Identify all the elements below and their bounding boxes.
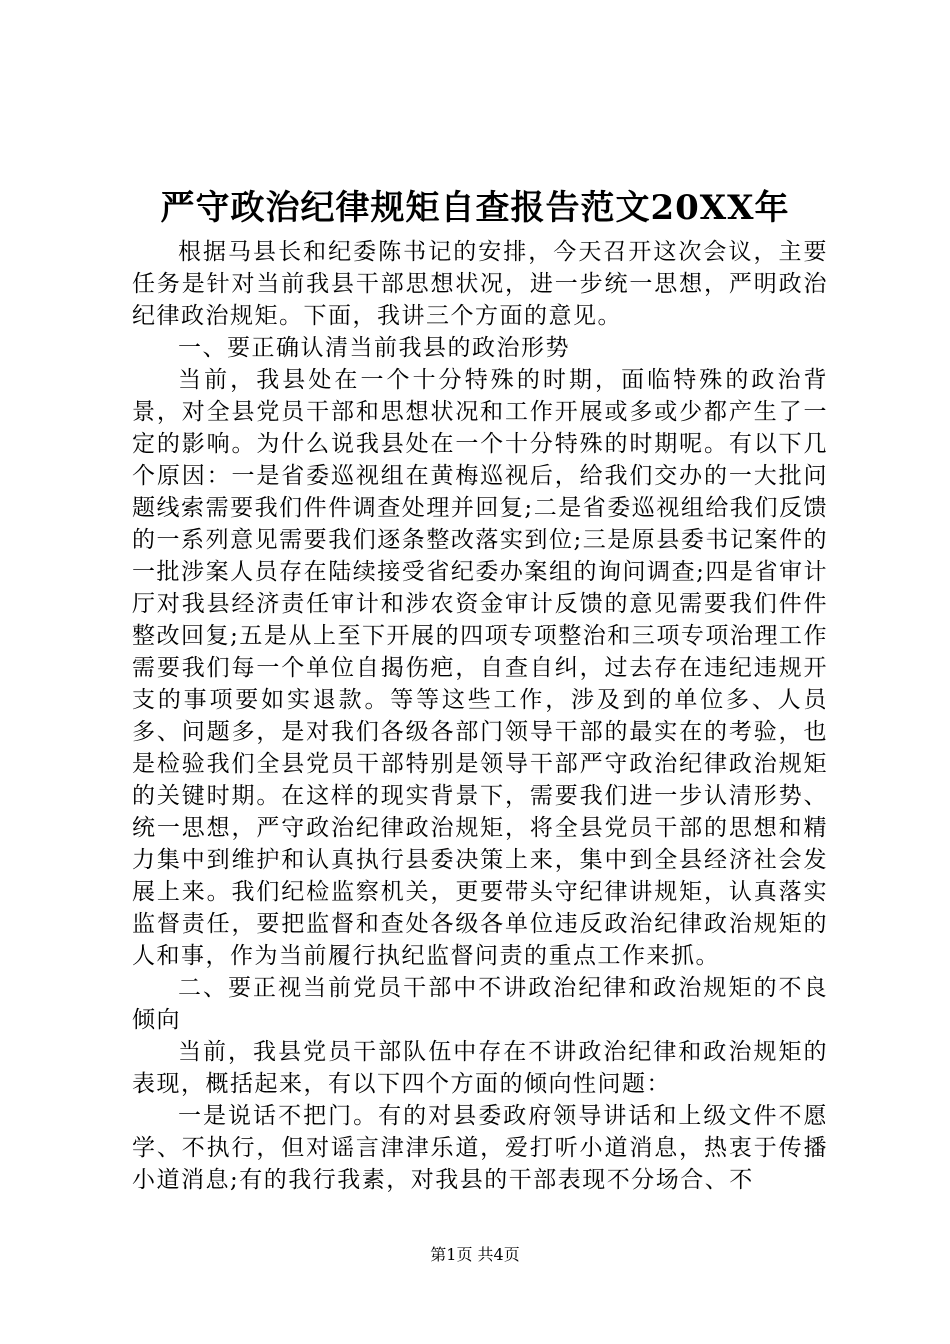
intro-paragraph: 根据马县长和纪委陈书记的安排，今天召开这次会议，主要任务是针对当前我县干部思想状况，进一步统一思想，严明政治纪律政治规矩。下面，我讲三个方面的意见。 — [132, 239, 828, 329]
page-footer: 第1页 共4页 — [430, 1245, 520, 1264]
section-1-paragraph: 当前，我县处在一个十分特殊的时期，面临特殊的政治背景，对全县党员干部和思想状况和工作开展或多或少都产生了一定的影响。为什么说我县处在一个十分特殊的时期呢。有以下几个原因：一是省委巡视组在黄梅巡视后，给我们交办的一大批问题线索需要我们件件调查处理并回复;二是省委巡视组给我们反馈的一系列意见需要我们逐条整改落实到位;三是原县委书记案件的一批涉案人员存在陆续接受省纪委办案组的询问调查;四是省审计厅对我县经济责任审计和涉农资金审计反馈的意见需要我们件件整改回复;五是从上至下开展的四项专项整治和三项专项治理工作需要我们每一个单位自揭伤疤，自查自纠，过去存在违纪违规开支的事项要如实退款。等等这些工作，涉及到的单位多、人员多、问题多，是对我们各级各部门领导干部的最实在的考验，也是检验我们全县党员干部特别是领导干部严守政治纪律政治规矩的关键时期。在这样的现实背景下，需要我们进一步认清形势、统一思想，严守政治纪律政治规矩，将全县党员干部的思想和精力集中到维护和认真执行县委决策上来，集中到全县经济社会发展上来。我们纪检监察机关，更要带头守纪律讲规矩，认真落实监督责任，要把监督和查处各级各单位违反政治纪律政治规矩的人和事，作为当前履行执纪监督问责的重点工作来抓。 — [132, 367, 828, 969]
section-2-point-1-paragraph: 一是说话不把门。有的对县委政府领导讲话和上级文件不愿学、不执行，但对谣言津津乐道，爱打听小道消息，热衷于传播小道消息;有的我行我素，对我县的干部表现不分场合、不 — [132, 1103, 828, 1193]
section-heading-2: 二、要正视当前党员干部中不讲政治纪律和政治规矩的不良倾向 — [132, 975, 828, 1033]
document-body — [132, 236, 828, 1196]
document-title: 严守政治纪律规矩自查报告范文20XX年 — [160, 188, 790, 228]
section-heading-1: 一、要正确认清当前我县的政治形势 — [178, 335, 570, 361]
section-2-paragraph: 当前，我县党员干部队伍中存在不讲政治纪律和政治规矩的表现，概括起来，有以下四个方面的倾向性问题： — [132, 1039, 828, 1097]
